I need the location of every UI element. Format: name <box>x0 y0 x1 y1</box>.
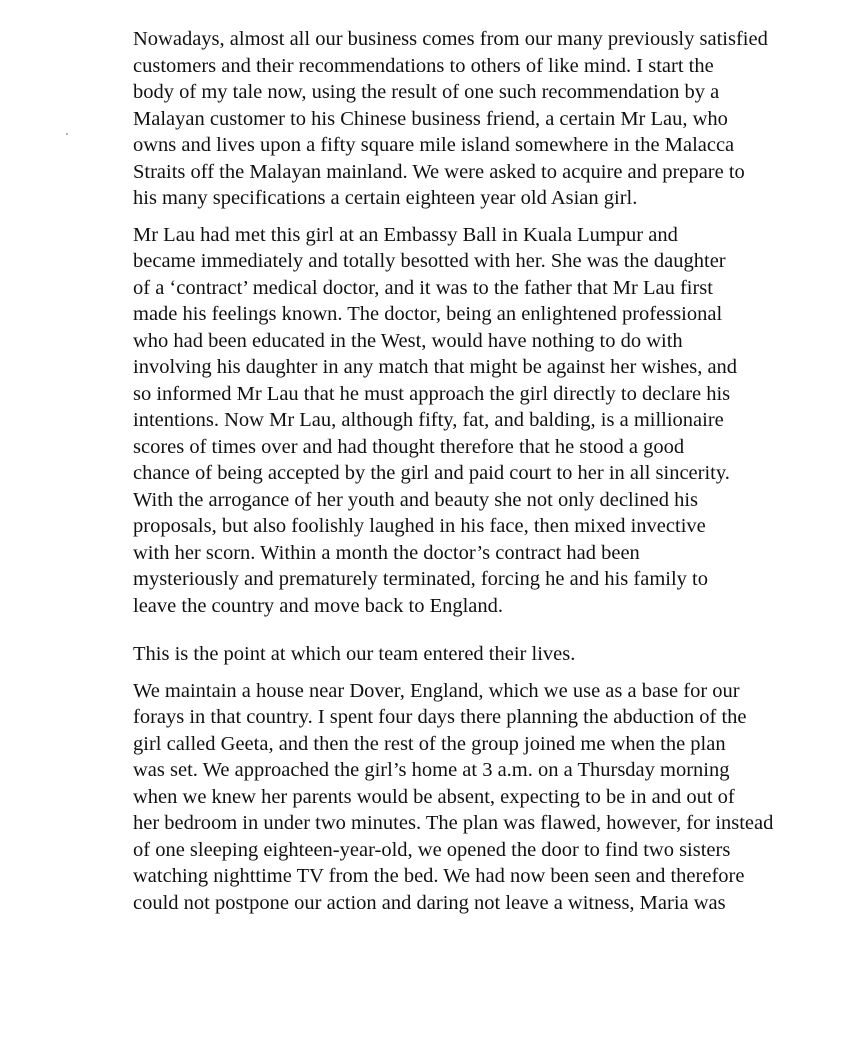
paragraph-1 <box>133 26 863 212</box>
text-line: when we knew her parents would be absent, expecting to be in and out of <box>133 785 735 808</box>
text-line: with her scorn. Within a month the doctor’s contract had been <box>133 541 640 564</box>
text-line: of a ‘contract’ medical doctor, and it was to the father that Mr Lau first <box>133 276 713 299</box>
text-line: leave the country and move back to England. <box>133 594 504 617</box>
text-line: owns and lives upon a fifty square mile island somewhere in the Malacca <box>133 134 735 156</box>
text-line: mysteriously and prematurely terminated, forcing he and his family to <box>133 568 708 590</box>
text-line: Nowadays, almost all our business comes from our many previously satisfied <box>133 28 768 50</box>
paragraph-2 <box>133 222 863 620</box>
text-line: intentions. Now Mr Lau, although fifty, fat, and balding, is a millionaire <box>133 409 724 431</box>
text-line: Straits off the Malayan mainland. We were asked to acquire and prepare to <box>133 160 745 183</box>
text-line: who had been educated in the West, would have nothing to do with <box>133 329 683 352</box>
paragraph-3 <box>133 641 863 668</box>
paragraph-4 <box>133 678 863 917</box>
text-line: We maintain a house near Dover, England, which we use as a base for our <box>133 679 740 702</box>
text-line: could not postpone our action and daring not leave a witness, Maria was <box>133 891 726 914</box>
scan-speck <box>66 133 68 135</box>
text-line: scores of times over and had thought therefore that he stood a good <box>133 435 685 458</box>
text-line: Mr Lau had met this girl at an Embassy Ball in Kuala Lumpur and <box>133 223 678 246</box>
text-line: was set. We approached the girl’s home at 3 a.m. on a Thursday morning <box>133 759 730 781</box>
text-line: proposals, but also foolishly laughed in his face, then mixed invective <box>133 515 706 537</box>
text-line: chance of being accepted by the girl and paid court to her in all sincerity. <box>133 462 730 484</box>
text-line: customers and their recommendations to others of like mind. I start the <box>133 54 714 77</box>
text-line: so informed Mr Lau that he must approach the girl directly to declare his <box>133 382 731 405</box>
text-line: With the arrogance of her youth and beauty she not only declined his <box>133 488 699 511</box>
text-line: involving his daughter in any match that might be against her wishes, and <box>133 356 738 378</box>
text-line: his many specifications a certain eighteen year old Asian girl. <box>133 187 638 209</box>
text-line: her bedroom in under two minutes. The plan was flawed, however, for instead <box>133 812 774 834</box>
text-line: girl called Geeta, and then the rest of the group joined me when the plan <box>133 732 726 755</box>
text-line: forays in that country. I spent four days there planning the abduction of the <box>133 706 747 728</box>
text-line: Malayan customer to his Chinese business friend, a certain Mr Lau, who <box>133 107 728 130</box>
text-line: of one sleeping eighteen-year-old, we opened the door to find two sisters <box>133 838 731 861</box>
text-line: watching nighttime TV from the bed. We had now been seen and therefore <box>133 865 745 887</box>
text-line: body of my tale now, using the result of one such recommendation by a <box>133 81 720 103</box>
text-line: made his feelings known. The doctor, being an enlightened professional <box>133 303 723 325</box>
document-page <box>133 26 863 916</box>
text-line: This is the point at which our team entered their lives. <box>133 643 576 665</box>
text-line: became immediately and totally besotted with her. She was the daughter <box>133 250 726 272</box>
